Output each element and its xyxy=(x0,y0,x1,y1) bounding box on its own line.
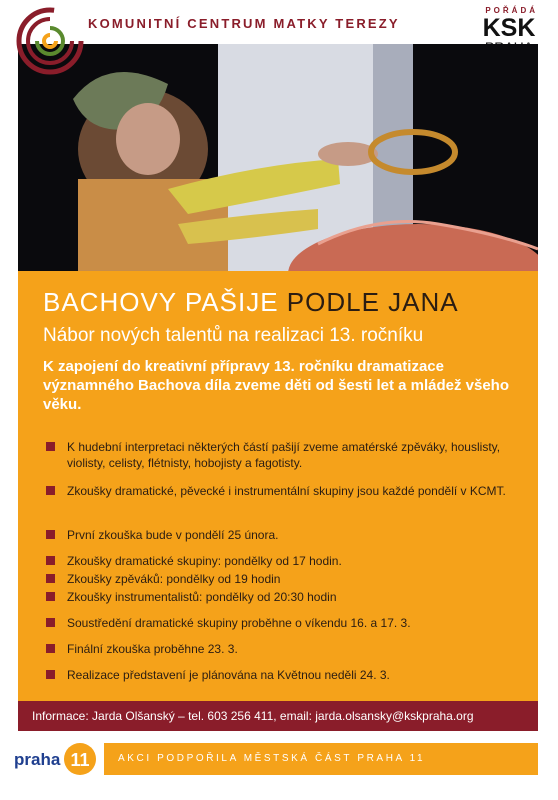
community-center-logo-icon xyxy=(15,6,85,76)
photo-illustration xyxy=(18,44,538,271)
bullet-square-icon xyxy=(46,442,55,451)
header xyxy=(0,0,558,44)
organizer-label: POŘÁDÁ xyxy=(485,6,538,15)
bullet-square-icon xyxy=(46,574,55,583)
praha-11-logo-icon xyxy=(14,739,102,779)
page-title xyxy=(43,287,459,318)
list-item-text: První zkouška bude v pondělí 25 února. xyxy=(67,528,279,542)
contact-bar xyxy=(18,701,538,731)
main-panel xyxy=(18,271,538,701)
bullet-square-icon xyxy=(46,530,55,539)
sponsor-bar xyxy=(104,743,538,775)
list-item-text: Realizace představení je plánována na Květnou neděli 24. 3. xyxy=(67,668,390,682)
district-number: 11 xyxy=(70,750,90,770)
list-item-text: Zkoušky dramatické skupiny: pondělky od 17 hodin. xyxy=(67,554,342,568)
performance-photo xyxy=(18,44,538,271)
bullet-square-icon xyxy=(46,618,55,627)
sponsor-text: AKCI PODPOŘILA MĚSTSKÁ ČÁST PRAHA 11 xyxy=(118,753,426,764)
title-part-2: PODLE JANA xyxy=(286,287,459,317)
list-item-text: Zkoušky zpěváků: pondělky od 19 hodin xyxy=(67,572,281,586)
ksk-logo-text: KSK xyxy=(482,14,536,42)
intro-text: K zapojení do kreativní přípravy 13. ročníku dramatizace významného Bachova díla zveme děti od šesti let a mládež všeho věku. xyxy=(43,358,509,413)
list-item-text: Zkoušky dramatické, pěvecké i instrumentální skupiny jsou každé pondělí v KCMT. xyxy=(67,484,506,498)
bullet-square-icon xyxy=(46,670,55,679)
bullet-square-icon xyxy=(46,592,55,601)
list-item-text: K hudební interpretaci některých částí pašijí zveme amatérské zpěváky, houslisty, violisty, celisty, flétnisty, hobojisty a fagotisty. xyxy=(67,440,501,470)
list-item-text: Finální zkouška proběhne 23. 3. xyxy=(67,642,238,656)
contact-text[interactable]: Informace: Jarda Olšanský – tel. 603 256 411, email: jarda.olsansky@kskpraha.org xyxy=(32,709,474,723)
list-item-text: Soustředění dramatické skupiny proběhne o víkendu 16. a 17. 3. xyxy=(67,616,411,630)
bullet-square-icon xyxy=(46,486,55,495)
praha-logo-label: praha xyxy=(14,750,61,769)
footer xyxy=(0,731,558,800)
bullet-square-icon xyxy=(46,556,55,565)
list-item-text: Zkoušky instrumentalistů: pondělky od 20:30 hodin xyxy=(67,590,337,604)
organization-title: KOMUNITNÍ CENTRUM MATKY TEREZY xyxy=(88,16,400,31)
bullet-square-icon xyxy=(46,644,55,653)
subtitle: Nábor nových talentů na realizaci 13. ročníku xyxy=(43,325,424,346)
title-part-1: BACHOVY PAŠIJE xyxy=(43,287,279,317)
